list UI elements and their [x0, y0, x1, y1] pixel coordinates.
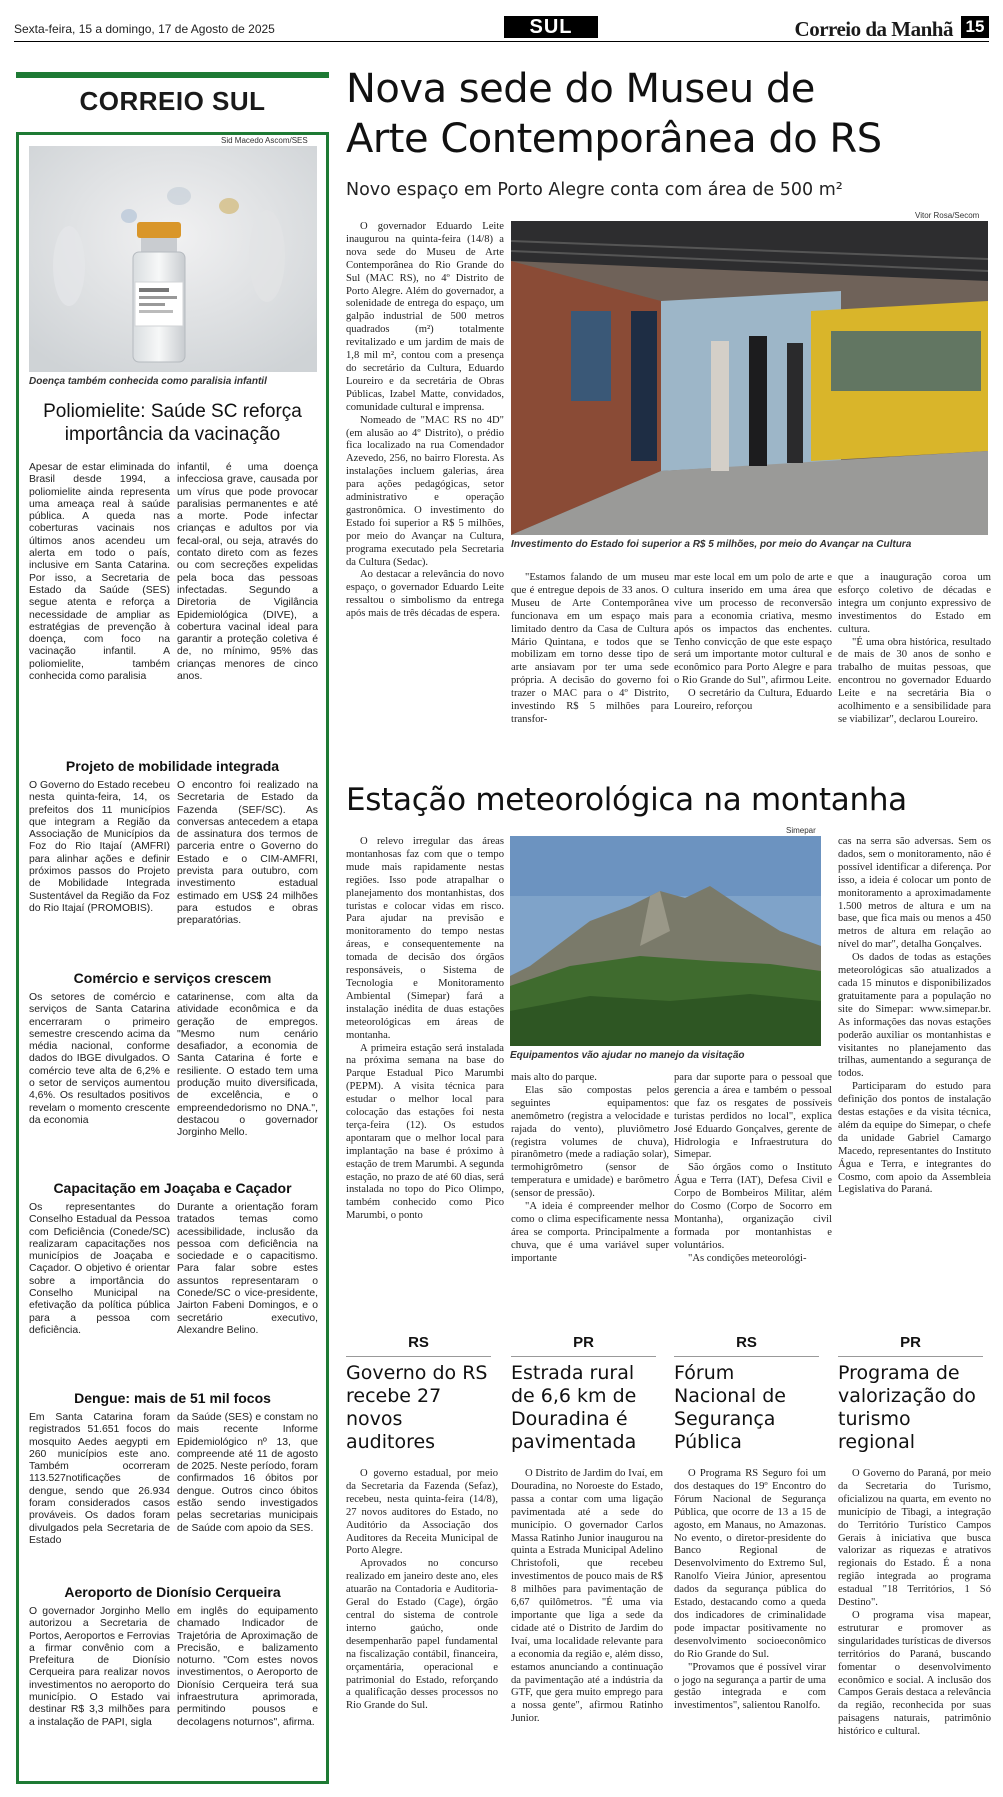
page-number: 15 [961, 16, 989, 38]
paragraph: "É uma obra histórica, resultado de mais de 30 anos de sonho e trabalho de muitas pessoas, que encontrou no governador Eduardo Leite e na secretária Bia o acolhimento e a sensibilidade para se viabilizar", declarou Loureiro. [838, 636, 991, 725]
paragraph: em inglês do equipamento chamado Indicador de Trajetória de Aproximação de Precisão, e balizamento noturno. "Com estes novos investimentos, o Aeroporto de Dionísio Cerqueira terá sua infraestrutura aprimorada, permitindo pousos e decolagens noturnos", afirma. [177, 1606, 318, 1728]
brief-headline: Governo do RS recebe 27 novos auditores [346, 1362, 488, 1453]
edition-date: Sexta-feira, 15 a domingo, 17 de Agosto de 2025 [14, 22, 275, 36]
museum-col2 [511, 572, 669, 768]
sidebar-photo-credit: Sid Macedo Ascom/SES [221, 136, 308, 145]
paragraph: "A ideia é compreender melhor como o clima especificamente nessa área se comporta. Principalmente a chuva, que é uma variável super importante [511, 1201, 669, 1264]
paragraph: "Provamos que é possível virar o jogo na segurança a partir de uma gestão integrada e com investimentos", salientou Ranolfo. [674, 1661, 826, 1712]
brief-dengue-col2 [177, 1412, 318, 1574]
paragraph: mais alto do parque. [511, 1072, 597, 1083]
paragraph: "Estamos falando de um museu que é entregue depois de 33 anos. O Museu de Arte Contemporânea funcionava em um espaço mais limitado dentro da Casa de Cultura Mário Quintana, e todos que se mobilizam em torno desse tipo de arte ansiavam por ter uma sede própria. A decisão do governo foi trazer o MAC para o 4º Distrito, investindo R$ 5 milhões para transfor- [511, 572, 669, 725]
brief-tag-rule [511, 1356, 656, 1357]
brief-tag-rule [674, 1356, 819, 1357]
museum-headline-line2: Arte Contemporânea do RS [346, 116, 882, 162]
newspaper-logo: Correio da Manhã [794, 17, 953, 41]
brief-headline-capacitacao: Capacitação em Joaçaba e Caçador [53, 1180, 292, 1196]
sidebar-lead-col1 [29, 462, 170, 758]
brief-headline-aeroporto: Aeroporto de Dionísio Cerqueira [64, 1584, 281, 1600]
sidebar-lead-headline: Poliomielite: Saúde SC reforça importância da vacinação [43, 401, 302, 445]
brief-comercio-col1 [29, 992, 170, 1170]
paragraph: O programa visa mapear, estruturar e promover as singularidades turísticas de diversos territórios do Paraná, buscando fomentar o desenvolvimento econômico e social. A inclusão dos Campos Gerais destaca a relevância da região, reconhecida por suas paisagens naturais, patrimônio histórico e cultural. [838, 1609, 991, 1738]
museum-subheadline: Novo espaço em Porto Alegre conta com área de 500 m² [346, 180, 843, 200]
section-label: SUL [504, 16, 598, 38]
sidebar-lead-col2 [177, 462, 318, 758]
brief-body [838, 1468, 991, 1784]
brief-comercio-col2 [177, 992, 318, 1170]
brief-headline: Fórum Nacional de Segurança Pública [674, 1362, 786, 1453]
brief-state-tag: PR [900, 1334, 921, 1351]
paragraph: Apesar de estar eliminada do Brasil desde 1994, a poliomielite ainda representa uma ameaça real à saúde pública. A queda nas coberturas vacinais nos últimos anos acendeu um alerta em todo o país, inclusive em Santa Catarina. Por isso, a Secretaria de Estado da Saúde (SES) segue atenta e reforça a necessidade de ampliar as estratégias de prevenção à doença, com foco na vacinação infantil. A poliomielite, também conhecida como paralisia [29, 462, 170, 683]
weather-col4 [838, 836, 991, 1310]
museum-corridor-illustration [511, 221, 988, 535]
museum-col1 [346, 221, 504, 769]
brief-state-tag: RS [736, 1334, 757, 1351]
brief-headline: Estrada rural de 6,6 km de Douradina é pavimentada [511, 1362, 637, 1453]
paragraph: que a inauguração coroa um esforço coletivo de décadas e integra um conjunto expressivo de investimentos do Estado em cultura. [838, 572, 991, 635]
museum-photo [511, 221, 988, 535]
museum-photo-caption: Investimento do Estado foi superior a R$ 5 milhões, por meio do Avançar na Cultura [511, 539, 912, 550]
brief-aeroporto-col1 [29, 1606, 170, 1774]
paragraph: Aprovados no concurso realizado em janeiro deste ano, eles atuarão na Contadoria e Auditoria-Geral do Estado (Cage), órgão central do sistema de controle interno gaúcho, onde desempenharão papel fundamental na fiscalização contábil, financeira, orçamentária, operacional e patrimonial do Estado, reforçando a qualificação desses processos no Rio Grande do Sul. [346, 1558, 498, 1712]
paragraph: O governador Eduardo Leite inaugurou na quinta-feira (14/8) a nova sede do Museu de Arte Contemporânea do Rio Grande do Sul (MAC RS), no 4º Distrito de Porto Alegre. Além do governador, a solenidade de entrega do espaço, um galpão industrial de 500 metros quadrados (m²) totalmente revitalizado e um jardim de mais de 1,8 mil m², contou com a presença do secretário da Cultura, Eduardo Loureiro e da secretária de Obras Públicas, Izabel Matte, convidados, comunidade cultural e imprensa. [346, 221, 504, 413]
brief-body [511, 1468, 663, 1784]
brief-dengue-col1 [29, 1412, 170, 1574]
paragraph: O secretário da Cultura, Eduardo Loureiro, reforçou [674, 688, 832, 713]
brief-headline-dengue: Dengue: mais de 51 mil focos [74, 1390, 271, 1406]
vaccine-photo [29, 146, 317, 372]
masthead [14, 16, 989, 42]
vaccine-vial-illustration [29, 146, 317, 372]
brief-body [346, 1468, 498, 1784]
museum-photo-credit: Vitor Rosa/Secom [915, 211, 980, 220]
paragraph: Elas são compostas pelos seguintes equipamentos: anemômetro (registra a velocidade e rajada do vento), pluviômetro (registra volumes de chuva), piranômetro (mede a radiação solar), termohigrômetro (sensor de temperatura e umidade) e barômetro (sensor de pressão). [511, 1084, 669, 1200]
weather-photo-credit: Simepar [786, 826, 816, 835]
brief-mobilidade-col2 [177, 780, 318, 966]
weather-photo-caption: Equipamentos vão ajudar no manejo da visitação [510, 1050, 745, 1061]
paragraph: O governador Jorginho Mello autorizou a Secretaria de Portos, Aeroportos e Ferrovias a firmar convênio com a Prefeitura de Dionísio Cerqueira para realizar novos investimentos no aeroporto do município. O Estado vai destinar R$ 3,3 milhões para a instalação de PAPI, sigla [29, 1606, 170, 1728]
weather-col1 [346, 836, 504, 1310]
museum-col4 [838, 572, 991, 768]
brief-capacitacao-col2 [177, 1202, 318, 1388]
paragraph: O Distrito de Jardim do Ivaí, em Douradina, no Noroeste do Estado, passa a contar com uma ligação pavimentada até a sede do município. O governador Carlos Massa Ratinho Junior inaugurou na quinta a Estrada Municipal Adelino Christofoli, que recebeu investimentos de pouco mais de R$ 8 milhões para pavimentação de 6,67 quilômetros. "É uma via importante que liga a sede da cidade até o Distrito de Jardim do Ivaí, uma localidade relevante para a economia da região e, além disso, estamos anunciando a continuação da pavimentação até a indústria da GTF, que gera muito emprego para a nossa gente", afirmou Ratinho Junior. [511, 1468, 663, 1725]
paragraph: para dar suporte para o pessoal que gerencia a área e também o pessoal que faz os resgates de possíveis turistas perdidos no local", explica José Eduardo Gonçalves, gerente de Hidrologia e Infraestrutura do Simepar. [674, 1072, 832, 1161]
paragraph: "As condições meteorológi- [688, 1252, 807, 1264]
paragraph: cas na serra são adversas. Sem os dados, sem o monitoramento, não é possível identificar a diferença. Por isso, a ideia é colocar um ponto de monitoramento a aproximadamente 1.500 metros de altura e um na base, que fica mais ou menos a 450 metros de altura em relação ao nível do mar", detalha Gonçalves. [838, 836, 991, 951]
brief-state-tag: PR [573, 1334, 594, 1351]
paragraph: Durante a orientação foram tratados temas como acessibilidade, inclusão da pessoa com deficiência na sociedade e o capacitismo. Para falar sobre estes assuntos representaram o Conede/SC o vice-presidente, Jairton Fabeni Domingos, e o secretário executivo, Alexandre Belino. [177, 1202, 318, 1336]
museum-headline-line1: Nova sede do Museu de [346, 66, 815, 112]
paragraph: mar este local em um polo de arte e cultura inserido em uma área que vive um processo de reconversão para a economia criativa, mesmo após os impactos das enchentes. Tenho convicção de que este espaço será um importante motor cultural e econômico para Porto Alegre e para o Rio Grande do Sul", afirmou Leite. [674, 572, 832, 687]
paragraph: O Governo do Estado recebeu nesta quinta-feira, 14, os prefeitos dos 11 municípios que integram a Região da Associação de Municípios da Foz do Rio Itajaí (AMFRI) para alinhar ações e definir próximos passos do Projeto de Mobilidade Integrada Sustentável da Região da Foz do Rio Itajaí (PROMOBIS). [29, 780, 170, 914]
paragraph: O encontro foi realizado na Secretaria de Estado da Fazenda (SEF/SC). As conversas antecedem a etapa de assinatura dos termos de parceria entre o Governo do Estado e o CIM-AMFRI, prevista para outubro, com investimento estadual estimado em US$ 24 milhões para estudos e obras preparatórias. [177, 780, 318, 927]
paragraph: da Saúde (SES) e constam no mais recente Informe Epidemiológico nº 13, que compreende até 11 de agosto de 2025. Neste período, foram confirmados 16 óbitos por dengue. Outros cinco óbitos estão sendo investigados pelas secretarias municipais de Saúde com apoio da SES. [177, 1412, 318, 1534]
paragraph: catarinense, com alta da atividade econômica e da geração de empregos. "Mesmo num cenário desafiador, a economia de Santa Catarina é forte e resiliente. O estado tem uma produção muito diversificada, de excelência, e o empreendedorismo no DNA.", destacou o governador Jorginho Mello. [177, 992, 318, 1139]
paragraph: Os setores de comércio e serviços de Santa Catarina encerraram o primeiro semestre crescendo acima da média nacional, conforme dados do IBGE divulgados. O comércio teve alta de 6,2% e o setor de serviços aumentou 4,6%. Os resultados positivos revelam o momento crescente da economia [29, 992, 170, 1126]
brief-tag-rule [346, 1356, 491, 1357]
paragraph: infantil, é uma doença infecciosa grave, causada por um vírus que pode provocar paralisias permanentes e até a morte. Pode infectar crianças e adultos por via fecal-oral, ou seja, através do contato direto com as fezes ou com secreções expelidas pela boca das pessoas infectadas. Segundo a Diretoria de Vigilância Epidemiológica (DIVE), a cobertura vacinal ideal para garantir a proteção coletiva é de, no mínimo, 95% das crianças menores de cinco anos. [177, 462, 318, 683]
sidebar-title: CORREIO SUL [79, 86, 266, 116]
brief-mobilidade-col1 [29, 780, 170, 966]
paragraph: O Programa RS Seguro foi um dos destaques do 19º Encontro do Fórum Nacional de Segurança Pública, que ocorre de 13 a 15 de agosto, em Manaus, no Amazonas. No evento, o diretor-presidente do Banco Regional de Desenvolvimento do Extremo Sul, Ranolfo Vieira Júnior, apresentou dados da segurança pública do Estado, destacando como a queda dos indicadores de criminalidade pode impactar positivamente no desenvolvimento socioeconômico do Rio Grande do Sul. [674, 1468, 826, 1660]
brief-tag-rule [838, 1356, 983, 1357]
paragraph: Os dados de todas as estações meteorológicas são atualizados a cada 15 minutos e disponibilizados gratuitamente para a população no site do Simepar: www.simepar.br. As informações das novas estações poderão auxiliar os montanhistas e visitantes no planejamento das trilhas, aumentando a segurança de todos. [838, 952, 991, 1080]
sidebar-photo-caption: Doença também conhecida como paralisia infantil [29, 376, 267, 387]
paragraph: Participaram do estudo para definição dos pontos de instalação destas estações e da visita técnica, além da equipe do Simepar, o chefe da unidade Gabriel Camargo Macedo, representantes do Instituto Água e Terra, e integrantes do Cosmo, com apoio da Assembleia Legislativa do Paraná. [838, 1081, 991, 1196]
paragraph: Em Santa Catarina foram registrados 51.651 focos do mosquito Aedes aegypti em 260 municípios este ano. Também ocorreram 113.527notificações de dengue, sendo que 26.934 foram considerados casos prováveis. Os dados foram divulgados pela Secretaria de Estado [29, 1412, 170, 1546]
weather-headline: Estação meteorológica na montanha [346, 782, 907, 818]
mountain-landscape-illustration [510, 836, 821, 1046]
museum-headline [346, 64, 991, 164]
paragraph: O governo estadual, por meio da Secretaria da Fazenda (Sefaz), recebeu, nesta quinta-feira (14/8), 27 novos auditores do Estado, no Auditório da Associação dos Auditores da Receita Municipal de Porto Alegre. [346, 1468, 498, 1557]
weather-col2 [511, 1072, 669, 1310]
brief-body [674, 1468, 826, 1784]
brief-aeroporto-col2 [177, 1606, 318, 1774]
brief-headline-comercio: Comércio e serviços crescem [73, 970, 272, 986]
museum-col3 [674, 572, 832, 768]
brief-capacitacao-col1 [29, 1202, 170, 1388]
brief-headline: Programa de valorização do turismo regional [838, 1362, 976, 1453]
paragraph: O relevo irregular das áreas montanhosas faz com que o tempo mude mais rapidamente nestas regiões. Isso pode atrapalhar o planejamento dos montanhistas, dos turistas e colocar vidas em risco. Para ajudar na previsão e monitoramento do tempo nestas áreas, e consequentemente na tomada de decisão dos órgãos responsáveis, o Sistema de Tecnologia e Monitoramento Ambiental (Simepar) fará a instalação inédita de duas estações meteorológicas em áreas de montanha. [346, 836, 504, 1041]
paragraph: Nomeado de "MAC RS no 4D" (em alusão ao 4º Distrito), o prédio fica localizado na rua Comendador Azevedo, 256, no bairro Floresta. As instalações incluem galerias, área para ações pedagógicas, setor administrativo e operação gastronômica. O investimento do Estado foi superior a R$ 5 milhões, por meio do Avançar na Cultura, programa executado pela Secretaria da Cultura (Sedac). [346, 414, 504, 568]
weather-col3 [674, 1072, 832, 1310]
paragraph: A primeira estação será instalada na próxima semana na base do Parque Estadual Pico Marumbi (PEPM). A visita técnica para estudar o melhor local para colocação das estações foi nesta terça-feira (12). Os estudos apontaram que o melhor local para implantação na base é próximo à estação de trem Marumbi. A segunda estação, no prazo de até 60 dias, será instalada no topo do Pico Olimpo, também conhecido como Pico Marumbi, o ponto [346, 1042, 504, 1222]
mountain-photo [510, 836, 821, 1046]
brief-headline-mobilidade: Projeto de mobilidade integrada [65, 758, 280, 774]
paragraph: Ao destacar a relevância do novo espaço, o governador Eduardo Leite ressaltou o simbolismo da entrega após mais de três décadas de espera. [346, 569, 504, 620]
paragraph: Os representantes do Conselho Estadual da Pessoa com Deficiência (Conede/SC) realizaram capacitações nos municípios de Joaçaba e Caçador. O objetivo é orientar sobre a importância do Conselho Municipal na efetivação da política pública para a pessoa com deficiência. [29, 1202, 170, 1336]
paragraph: O Governo do Paraná, por meio da Secretaria do Turismo, oficializou na quarta, em evento no município de Tibagi, a integração do Território Turístico Campos Gerais à iniciativa que busca valorizar as riquezas e atrativos regionais do Estado. É a nona região integrada ao programa estadual "18 Territórios, 1 Só Destino". [838, 1468, 991, 1609]
paragraph: São órgãos como o Instituto Água e Terra (IAT), Defesa Civil e Corpo de Bombeiros Militar, além do Cosmo (Corpo de Socorro em Montanha), organização civil formada por montanhistas e voluntários. [674, 1162, 832, 1251]
sidebar-top-rule [16, 72, 329, 78]
brief-state-tag: RS [408, 1334, 429, 1351]
